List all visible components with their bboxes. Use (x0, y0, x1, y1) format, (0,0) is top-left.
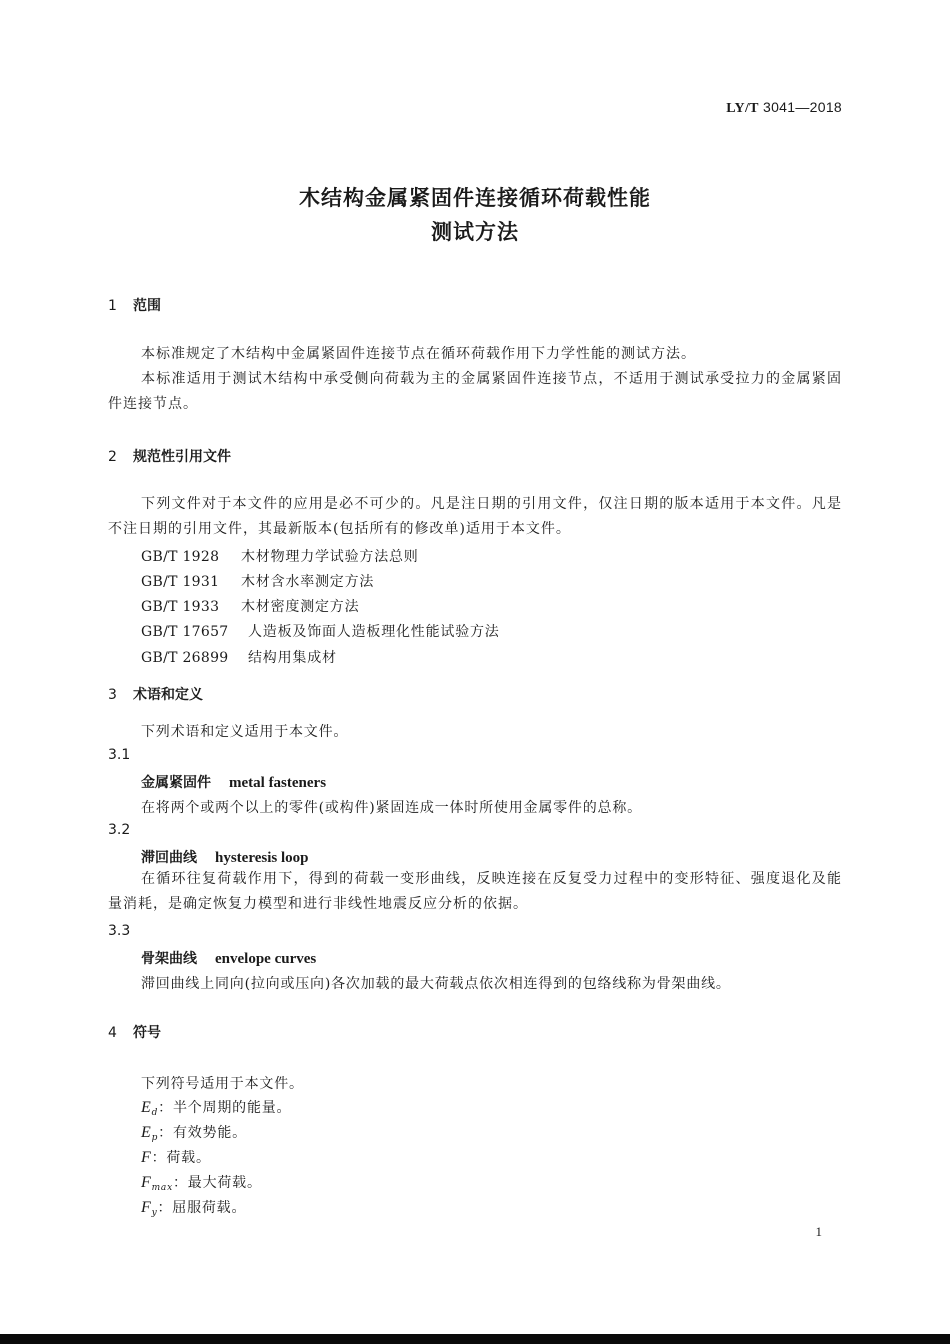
reference-item (141, 571, 374, 591)
section-title: 规范性引用文件 (133, 449, 231, 465)
reference-item (141, 546, 419, 566)
symbol-entry (141, 1147, 211, 1168)
symbol-description: ：最大荷载。 (172, 1175, 262, 1191)
reference-code: GB/T 17657 (141, 624, 229, 640)
symbol-description: ：半个周期的能量。 (158, 1100, 292, 1116)
bottom-border-bar (0, 1334, 950, 1344)
symbol-subscript: d (151, 1108, 159, 1118)
symbol-description: ：荷载。 (151, 1150, 211, 1166)
section-2-paragraph: 下列文件对于本文件的应用是必不可少的。凡是注日期的引用文件，仅注日期的版本适用于本文件。凡是不注日期的引用文件，其最新版本(包括所有的修改单)适用于本文件。 (108, 496, 842, 537)
symbol: F (141, 1149, 152, 1166)
symbol-description: ：屈服荷载。 (157, 1200, 247, 1216)
reference-code: GB/T 1933 (141, 599, 220, 615)
section-1-paragraph-2: 本标准适用于测试木结构中承受侧向荷载为主的金属紧固件连接节点，不适用于测试承受拉力的金属紧固件连接节点。 (108, 371, 842, 412)
symbol: F (141, 1199, 152, 1216)
clause-number: 3.1 (108, 747, 131, 763)
section-number: 3 (108, 687, 117, 703)
symbol-entry (141, 1172, 262, 1193)
term-english: envelope curves (215, 951, 317, 967)
term-chinese: 骨架曲线 (141, 951, 197, 967)
term-definition: 滞回曲线上同向(拉向或压向)各次加载的最大荷载点依次相连得到的包络线称为骨架曲线。 (141, 976, 731, 992)
standard-number (726, 99, 842, 117)
reference-item (141, 647, 337, 667)
symbol: F (141, 1174, 152, 1191)
term-definition: 在将两个或两个以上的零件(或构件)紧固连成一体时所使用金属零件的总称。 (141, 800, 642, 816)
reference-code: GB/T 1928 (141, 549, 220, 565)
term-chinese: 滞回曲线 (141, 850, 197, 866)
term-definition: 在循环往复荷载作用下，得到的荷载一变形曲线，反映连接在反复受力过程中的变形特征、强度退化及能量消耗，是确定恢复力模型和进行非线性地震反应分析的依据。 (108, 871, 842, 912)
symbol-subscript: max (151, 1183, 173, 1193)
section-3-heading (108, 684, 203, 704)
term-entry (141, 948, 316, 968)
section-title: 范围 (133, 298, 161, 314)
section-2-heading (108, 446, 231, 466)
reference-title: 木材物理力学试验方法总则 (241, 549, 419, 565)
reference-item (141, 621, 500, 641)
term-chinese: 金属紧固件 (141, 775, 211, 791)
document-title-line2: 测试方法 (431, 220, 519, 244)
symbol-description: ：有效势能。 (158, 1125, 247, 1141)
reference-item (141, 596, 359, 616)
term-entry (141, 772, 326, 792)
symbol: E (141, 1124, 152, 1141)
section-title: 术语和定义 (133, 687, 203, 703)
reference-title: 木材密度测定方法 (241, 599, 360, 615)
section-4-intro: 下列符号适用于本文件。 (141, 1076, 304, 1092)
symbol-subscript: y (151, 1208, 158, 1218)
reference-title: 木材含水率测定方法 (241, 574, 375, 590)
reference-title: 结构用集成材 (248, 650, 337, 666)
standard-code: 3041—2018 (763, 99, 842, 115)
symbol: E (141, 1099, 152, 1116)
reference-title: 人造板及饰面人造板理化性能试验方法 (248, 624, 500, 640)
section-1-paragraph-1: 本标准规定了木结构中金属紧固件连接节点在循环荷载作用下力学性能的测试方法。 (141, 346, 696, 362)
standard-prefix: LY/T (726, 101, 759, 116)
symbol-entry (141, 1097, 291, 1118)
symbol-entry (141, 1197, 246, 1218)
page-number: 1 (815, 1224, 822, 1239)
document-title-line1: 木结构金属紧固件连接循环荷载性能 (299, 186, 651, 210)
clause-number: 3.3 (108, 923, 131, 939)
clause-number: 3.2 (108, 822, 131, 838)
section-number: 1 (108, 298, 117, 314)
symbol-entry (141, 1122, 247, 1143)
reference-code: GB/T 26899 (141, 650, 229, 666)
section-number: 4 (108, 1025, 117, 1041)
section-number: 2 (108, 449, 117, 465)
section-4-heading (108, 1022, 161, 1042)
reference-code: GB/T 1931 (141, 574, 220, 590)
section-1-heading (108, 295, 161, 315)
term-english: hysteresis loop (215, 850, 309, 866)
term-english: metal fasteners (229, 775, 327, 791)
term-entry (141, 847, 308, 867)
section-3-intro: 下列术语和定义适用于本文件。 (141, 724, 349, 740)
symbol-subscript: p (151, 1133, 159, 1143)
section-title: 符号 (133, 1025, 161, 1041)
